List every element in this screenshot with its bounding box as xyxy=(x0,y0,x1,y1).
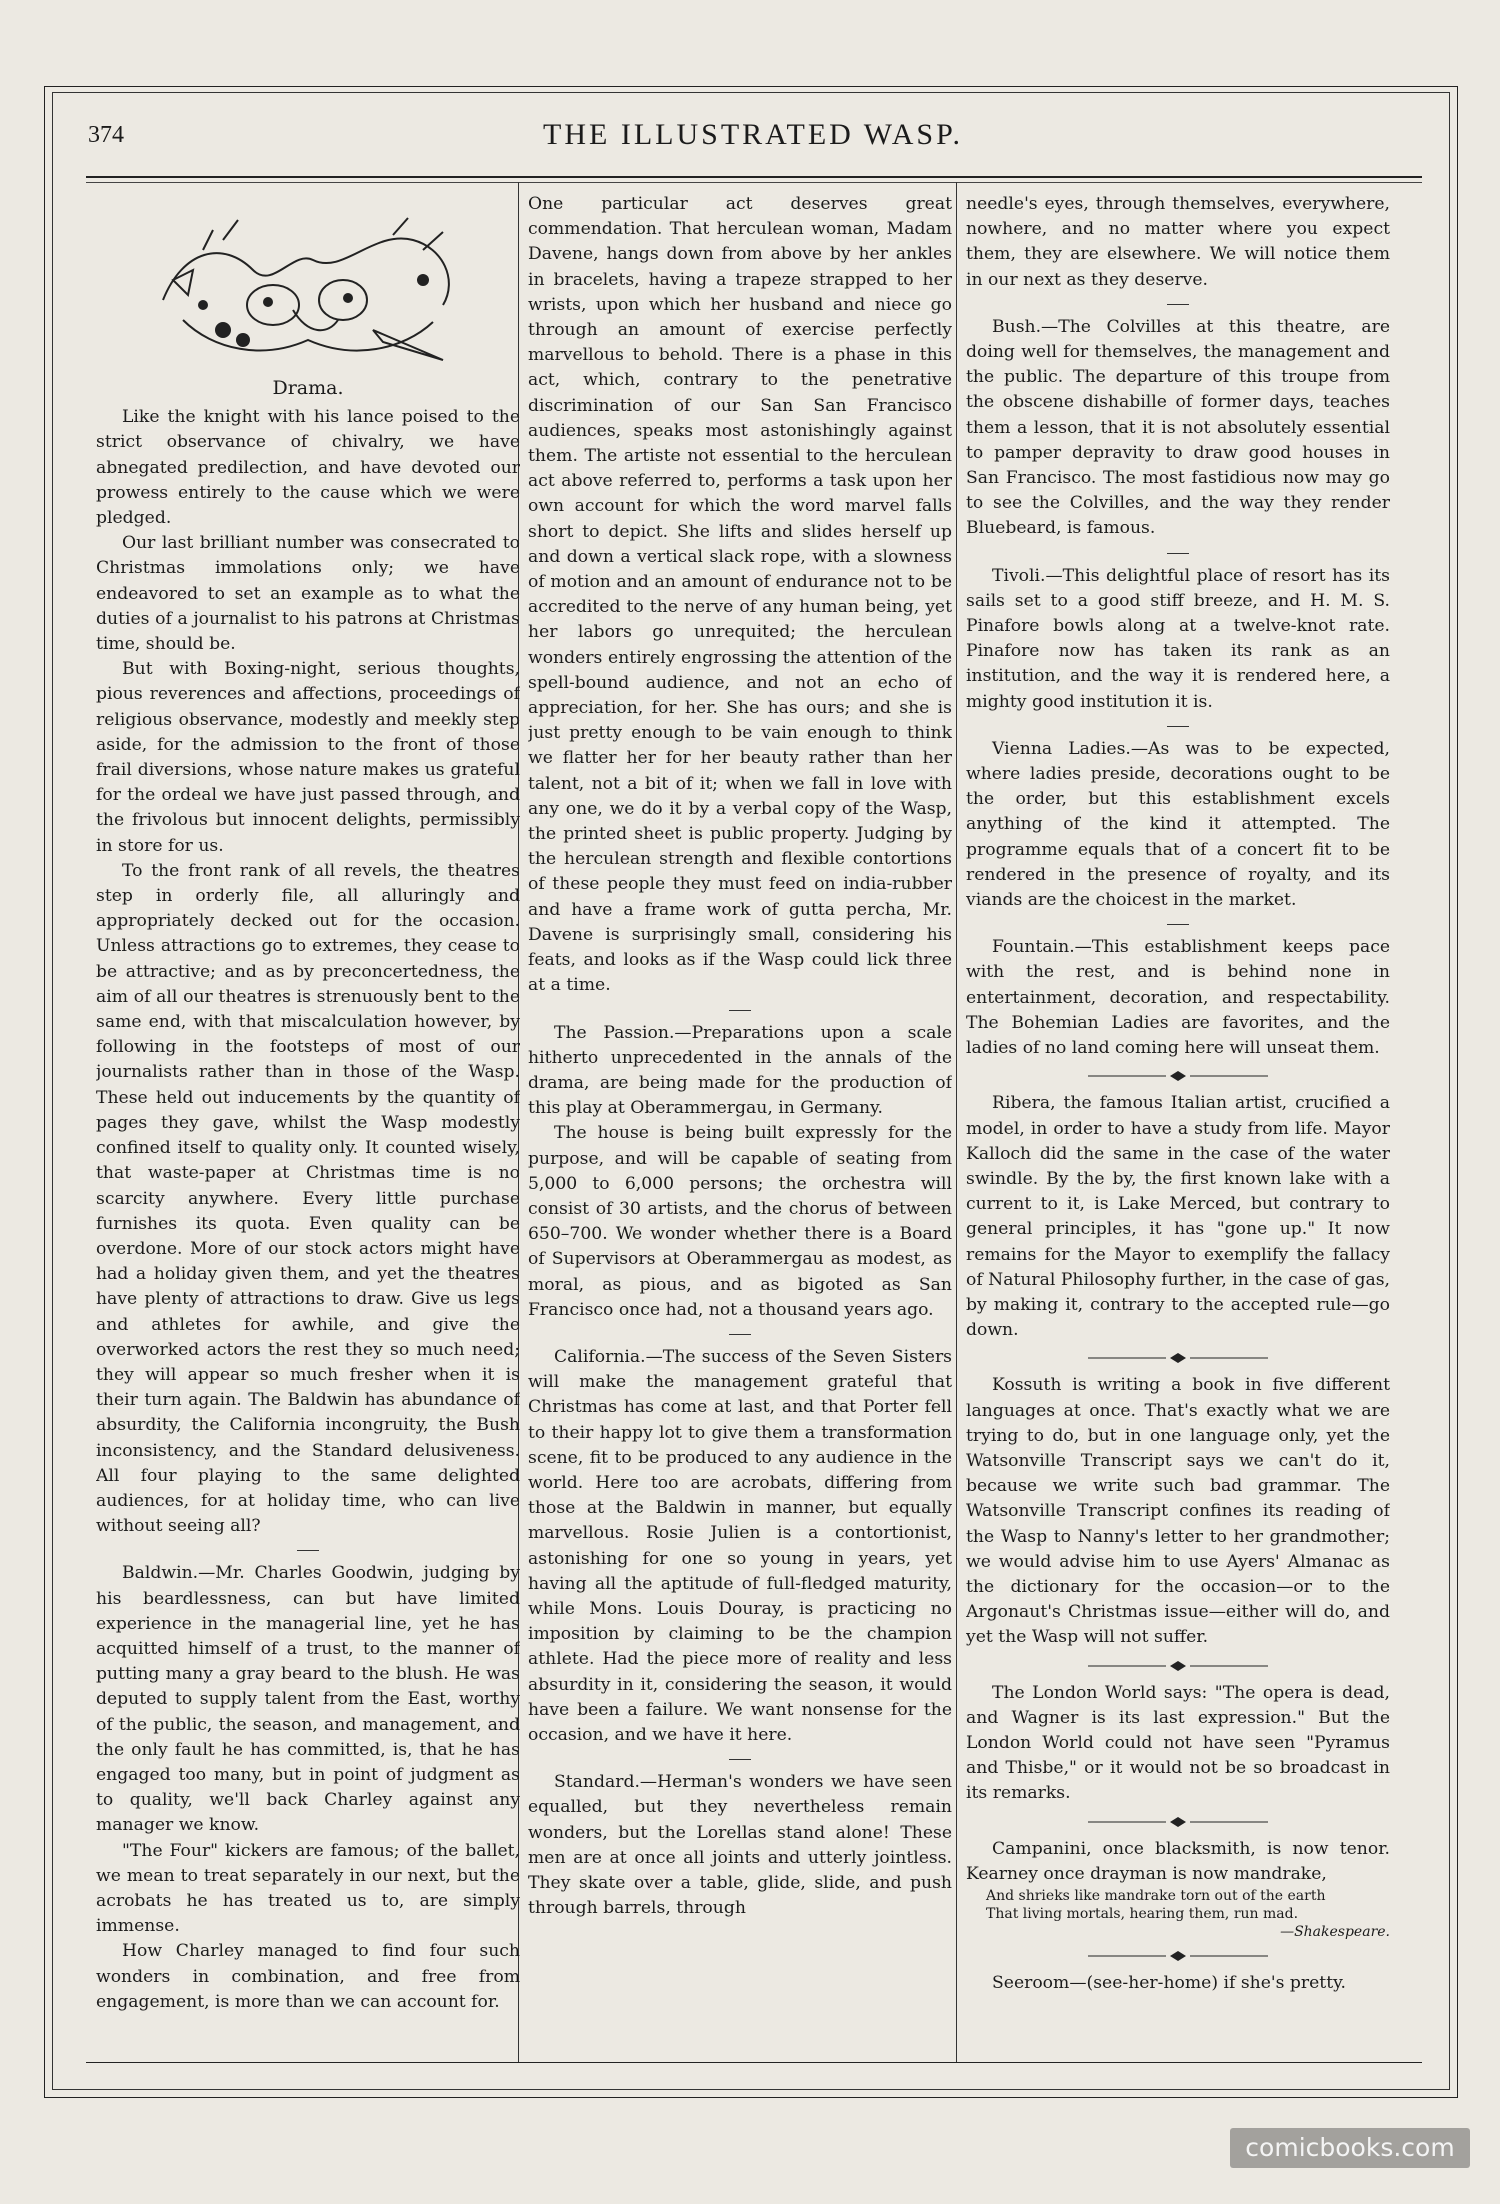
paragraph: How Charley managed to find four such wonders in combination, and free from engagement, is more than we can account for. xyxy=(96,1941,520,2012)
header-rule xyxy=(86,176,1422,178)
ornamental-divider xyxy=(966,1815,1390,1829)
paragraph: Seeroom—(see-her-home) if she's pretty. xyxy=(992,1972,1346,1993)
quote-line: That living mortals, hearing them, run mad. xyxy=(986,1905,1299,1922)
header-rule-thin xyxy=(86,182,1422,183)
site-watermark: comicbooks.com xyxy=(1230,2128,1470,2168)
drama-ornament-icon xyxy=(143,210,473,370)
quote-line: And shrieks like mandrake torn out of the earth xyxy=(986,1887,1326,1904)
column-rule-2 xyxy=(956,182,957,2062)
paragraph: Baldwin.—Mr. Charles Goodwin, judging by his beardlessness, can but have limited experience in the managerial line, yet he has acquitted himself of a trust, to the manner of putting many a gray beard to the blush. He was deputed to supply talent from the East, worthy of the public, the season, and management, and the only fault he has committed, is, that he has engaged too many, but in point of judgment as to quality, we'll back Charley against any manager we know. xyxy=(96,1563,520,1836)
short-dash xyxy=(528,1327,952,1341)
paragraph: needle's eyes, through themselves, everywhere, nowhere, and no matter where you expect them, they are elsewhere. We will notice them in our next as they deserve. xyxy=(966,194,1390,290)
short-dash xyxy=(96,1543,520,1557)
paragraph: Fountain.—This establishment keeps pace with the rest, and is behind none in entertainment, decoration, and respectability. The Bohemian Ladies are favorites, and the ladies of no land coming here will unseat them. xyxy=(966,937,1390,1059)
paragraph: Our last brilliant number was consecrated to Christmas immolations only; we have endeavored to set an example as to what the duties of a journalist to his patrons at Christmas time, should be. xyxy=(96,533,520,655)
paragraph: Ribera, the famous Italian artist, crucified a model, in order to have a study from life. Mayor Kalloch did the same in the case of the water swindle. By the by, the first known lake with a current to it, is Lake Merced, but contrary to general principles, it has "gone up." It now remains for the Mayor to exemplify the fallacy of Natural Philosophy further, in the case of gas, by making it, contrary to the accepted rule—go down. xyxy=(966,1093,1390,1341)
short-dash xyxy=(966,719,1390,733)
paragraph: Campanini, once blacksmith, is now tenor. Kearney once drayman is now mandrake, xyxy=(966,1838,1390,1884)
column-3 xyxy=(966,192,1390,2056)
ornamental-divider xyxy=(966,1069,1390,1083)
short-dash xyxy=(528,1003,952,1017)
page-number: 374 xyxy=(88,122,124,148)
paragraph: Tivoli.—This delightful place of resort has its sails set to a good stiff breeze, and H. M. S. Pinafore bowls along at a twelve-knot rate. Pinafore now has taken its rank as an institution, and the way it is rendered here, a mighty good institution it is. xyxy=(966,565,1390,712)
short-dash xyxy=(966,546,1390,560)
column-1 xyxy=(96,192,520,2056)
paragraph: Kossuth is writing a book in five different languages at once. That's exactly what we are trying to do, but in one language only, yet the Watsonville Transcript says we can't do it, because we write such bad grammar. The Watsonville Transcript confines its reading of the Wasp to Nanny's letter to her grandmother; we would advise him to use Ayers' Almanac as the dictionary for the occasion—or to the Argonaut's Christmas issue—either will do, and yet the Wasp will not suffer. xyxy=(966,1375,1390,1648)
paragraph: Standard.—Herman's wonders we have seen equalled, but they nevertheless remain wonders, but the Lorellas stand alone! These men are at once all joints and utterly jointless. They skate over a table, glide, slide, and push through barrels, through xyxy=(528,1772,952,1919)
ornamental-divider xyxy=(966,1351,1390,1365)
paragraph: Bush.—The Colvilles at this theatre, are doing well for themselves, the management and the public. The departure of this troupe from the obscene dishabille of former days, teaches them a lesson, that it is not absolutely essential to pamper depravity to draw good houses in San Francisco. The most fastidious now may go to see the Colvilles, and the way they render Bluebeard, is famous. xyxy=(966,316,1390,539)
masthead-title: THE ILLUSTRATED WASP. xyxy=(543,118,963,151)
short-dash xyxy=(528,1752,952,1766)
paragraph: California.—The success of the Seven Sisters will make the management grateful that Christmas has come at last, and that Porter fell to their happy lot to give them a transformation scene, fit to be produced to any audience in the world. Here too are acrobats, differing from those at the Baldwin in manner, but equally marvellous. Rosie Julien is a contortionist, astonishing for one so young in years, yet having all the aptitude of full-fledged maturity, while Mons. Louis Douray, is practicing no imposition by claiming to be the champion athlete. Had the piece more of reality and less absurdity in it, considering the season, it would have been a failure. We want nonsense for the occasion, and we have it here. xyxy=(528,1346,952,1745)
paragraph: But with Boxing-night, serious thoughts, pious reverences and affections, proceedings of religious observance, modestly and meekly step aside, for the admission to the front of those frail diversions, whose nature makes us grateful for the ordeal we have just passed through, and the frivolous but innocent delights, permissibly in store for us. xyxy=(96,659,520,856)
ornamental-divider xyxy=(966,1659,1390,1673)
paragraph: To the front rank of all revels, the theatres step in orderly file, all alluringly and appropriately decked out for the occasion. Unless attractions go to extremes, they cease to be attractive; and as by preconcertedness, the aim of all our theatres is strenuously bent to the same end, with that miscalculation however, by following in the footsteps of most of our journalists rather than in those of the Wasp. These held out inducements by the quantity of pages they gave, whilst the Wasp modestly confined itself to quality only. It counted wisely, that waste-paper at Christmas time is no scarcity anywhere. Every little purchase furnishes its quota. Even quality can be overdone. More of our stock actors might have had a holiday given them, and yet the theatres have plenty of attractions to draw. Give us legs and athletes for awhile, and give the overworked actors the rest they so much need; they will appear so much fresher when it is their turn again. The Baldwin has abundance of absurdity, the California incongruity, the Bush inconsistency, and the Standard delusiveness. All four playing to the same delighted audiences, for at holiday time, who can live without seeing all? xyxy=(96,860,520,1537)
paragraph: Like the knight with his lance poised to the strict observance of chivalry, we have abnegated predilection, and have devoted our prowess entirely to the cause which we were pledged. xyxy=(96,407,520,529)
paragraph: Vienna Ladies.—As was to be expected, where ladies preside, decorations ought to be the order, but this establishment excels anything of the kind it attempted. The programme equals that of a concert fit to be rendered in the presence of royalty, and its viands are the choicest in the market. xyxy=(966,738,1390,911)
quote-attribution: —Shakespeare. xyxy=(1280,1923,1390,1940)
paragraph: One particular act deserves great commendation. That herculean woman, Madam Davene, hangs down from above by her ankles in bracelets, having a trapeze strapped to her wrists, upon which her husband and niece go through an amount of exercise perfectly marvellous to behold. There is a phase in this act, which, contrary to the penetrative discrimination of our San San Francisco audiences, speaks most astonishingly against them. The artiste not essential to the herculean act above referred to, performs a task upon her own account for which the word marvel falls short to depict. She lifts and slides herself up and down a vertical slack rope, with a slowness of motion and an amount of endurance not to be accredited to the nerve of any human being, yet her labors go unrequited; the herculean wonders entirely engrossing the attention of the spell-bound audience, and not an echo of appreciation, for her. She has ours; and she is just pretty enough to be vain enough to think we flatter her for her beauty rather than her talent, not a bit of it; when we fall in love with any one, we do it by a verbal copy of the Wasp, the printed sheet is public property. Judging by the herculean strength and flexible contortions of these people they must feed on india-rubber and have a frame work of gutta percha, Mr. Davene is surprisingly small, considering his feats, and looks as if the Wasp could lick three at a time. xyxy=(528,194,952,996)
ornamental-divider xyxy=(966,1949,1390,1963)
section-title-drama: Drama. xyxy=(272,377,344,399)
column-2 xyxy=(528,192,952,2056)
short-dash xyxy=(966,917,1390,931)
page-header xyxy=(88,118,1418,158)
short-dash xyxy=(966,297,1390,311)
paragraph: The Passion.—Preparations upon a scale hitherto unprecedented in the annals of the drama, are being made for the production of this play at Oberammergau, in Germany. xyxy=(528,1022,952,1119)
footer-rule xyxy=(86,2062,1422,2063)
paragraph: "The Four" kickers are famous; of the ballet, we mean to treat separately in our next, but the acrobats he has treated us to, are simply immense. xyxy=(96,1840,520,1937)
paragraph: The London World says: "The opera is dead, and Wagner is its last expression." But the London World could not have seen "Pyramus and Thisbe," or it would not be so broadcast in its remarks. xyxy=(966,1682,1390,1804)
paragraph: The house is being built expressly for the purpose, and will be capable of seating from 5,000 to 6,000 persons; the orchestra will consist of 30 artists, and the chorus of between 650–700. We wonder whether there is a Board of Supervisors at Oberammergau as modest, as moral, as pious, and as bigoted as San Francisco once had, not a thousand years ago. xyxy=(528,1123,952,1320)
